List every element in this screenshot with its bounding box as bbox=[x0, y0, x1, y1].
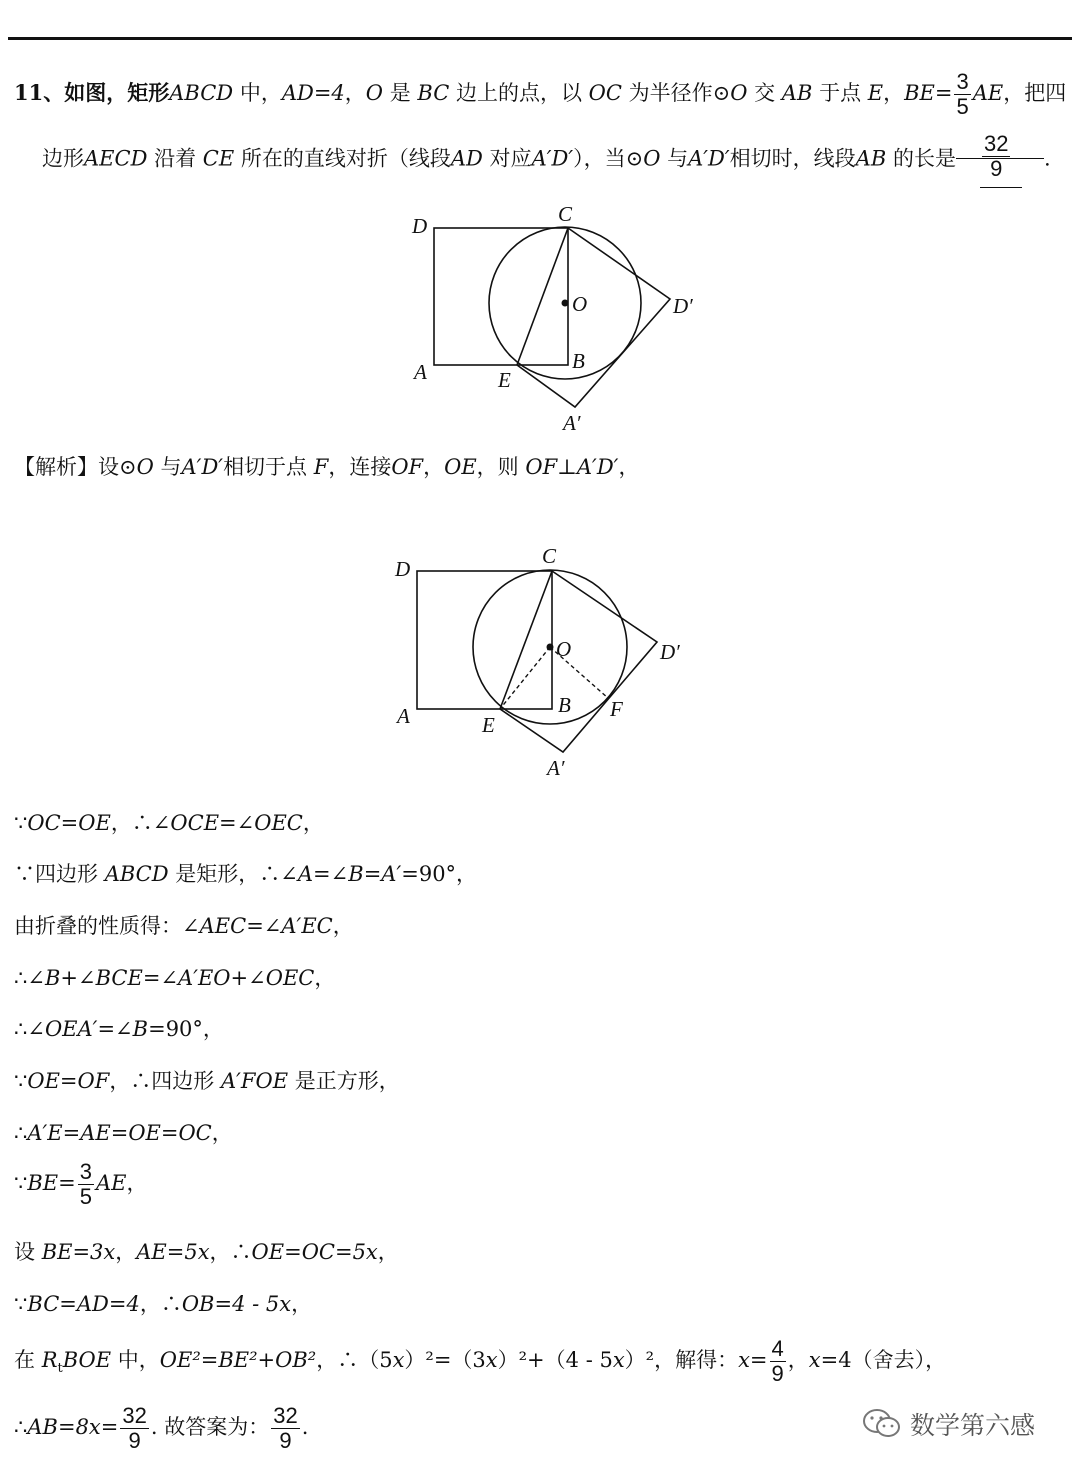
step-9: 设 BE=3x，AE=5x，∴OE=OC=5x， bbox=[14, 1240, 399, 1264]
problem-line-1: 11、如图，矩形ABCD 中，AD=4，O 是 BC 边上的点，以 OC 为半径作⊙O 交 AB 于点 E，BE= $\frac{3}{5}$ AE，把四 bbox=[14, 69, 1067, 119]
step-6: ∵OE=OF，∴四边形 A′FOE 是正方形， bbox=[14, 1069, 400, 1093]
label-o: O bbox=[572, 292, 588, 316]
label-aprime: A′ bbox=[563, 411, 581, 435]
label-aprime-2: A′ bbox=[547, 756, 565, 780]
center-dot-2 bbox=[547, 644, 554, 651]
label-c-2: C bbox=[542, 544, 557, 568]
label-e: E bbox=[498, 368, 511, 392]
label-e-2: E bbox=[482, 713, 495, 737]
label-dprime-2: D′ bbox=[660, 640, 680, 664]
answer-blank: $\frac{32}{9}$ bbox=[956, 132, 1044, 188]
watermark bbox=[862, 1402, 1035, 1446]
solution-intro: 【解析】设⊙O 与A′D′相切于点 F，连接OF，OE，则 OF⊥A′D′， bbox=[14, 455, 640, 479]
watermark-text: 数学第六感 bbox=[910, 1411, 1036, 1440]
step-11: 在 $R_tBOE$ 中，OE²=BE²+OB²，∴（5x）²=（3x）²+（4 - 5x）²，解得：x= $\frac{4}{9}$ ，x=4（舍去）， bbox=[14, 1336, 947, 1386]
wechat-icon bbox=[862, 1407, 902, 1441]
step-7: ∴A′E=AE=OE=OC， bbox=[14, 1121, 233, 1145]
fraction-32-9: $\frac{32}{9}$ bbox=[122, 1403, 147, 1453]
fraction-32-9-b: $\frac{32}{9}$ bbox=[273, 1403, 298, 1453]
fraction-4-9: $\frac{4}{9}$ bbox=[771, 1336, 784, 1386]
label-o-2: O bbox=[556, 637, 572, 661]
step-2: ∵四边形 ABCD 是矩形，∴∠A=∠B=A′=90°， bbox=[14, 862, 478, 886]
label-b-2: B bbox=[558, 693, 571, 717]
step-12: ∴AB=8x= $\frac{32}{9}$ . 故答案为： $\frac{32}{9}$ . bbox=[14, 1403, 309, 1453]
label-f-2: F bbox=[610, 697, 623, 721]
segment-ce-2 bbox=[500, 571, 552, 709]
label-a: A bbox=[414, 360, 427, 384]
problem-line-2: 边形AECD 沿着 CE 所在的直线对折（线段AD 对应A′D′），当⊙O 与A′D′相切时，线段AB 的长是 $\frac{32}{9}$ . bbox=[42, 132, 1051, 188]
label-c: C bbox=[558, 202, 573, 226]
step-3: 由折叠的性质得：∠AEC=∠A′EC， bbox=[14, 914, 354, 938]
step-4: ∴∠B+∠BCE=∠A′EO+∠OEC， bbox=[14, 966, 336, 990]
folded-outline-2 bbox=[500, 571, 657, 752]
step-5: ∴∠OEA′=∠B=90°， bbox=[14, 1017, 224, 1041]
step-8: ∵BE= $\frac{3}{5}$ AE， bbox=[14, 1159, 148, 1209]
fraction-3-5: $\frac{3}{5}$ bbox=[956, 69, 969, 119]
label-d-2: D bbox=[395, 557, 411, 581]
fraction-3-5-b: $\frac{3}{5}$ bbox=[79, 1159, 92, 1209]
label-b: B bbox=[572, 349, 585, 373]
label-d: D bbox=[412, 214, 428, 238]
step-10: ∵BC=AD=4，∴OB=4 - 5x， bbox=[14, 1292, 313, 1316]
label-dprime: D′ bbox=[673, 294, 693, 318]
segment-oe bbox=[500, 647, 550, 709]
step-1: ∵OC=OE，∴∠OCE=∠OEC， bbox=[14, 811, 324, 835]
label-a-2: A bbox=[397, 704, 410, 728]
